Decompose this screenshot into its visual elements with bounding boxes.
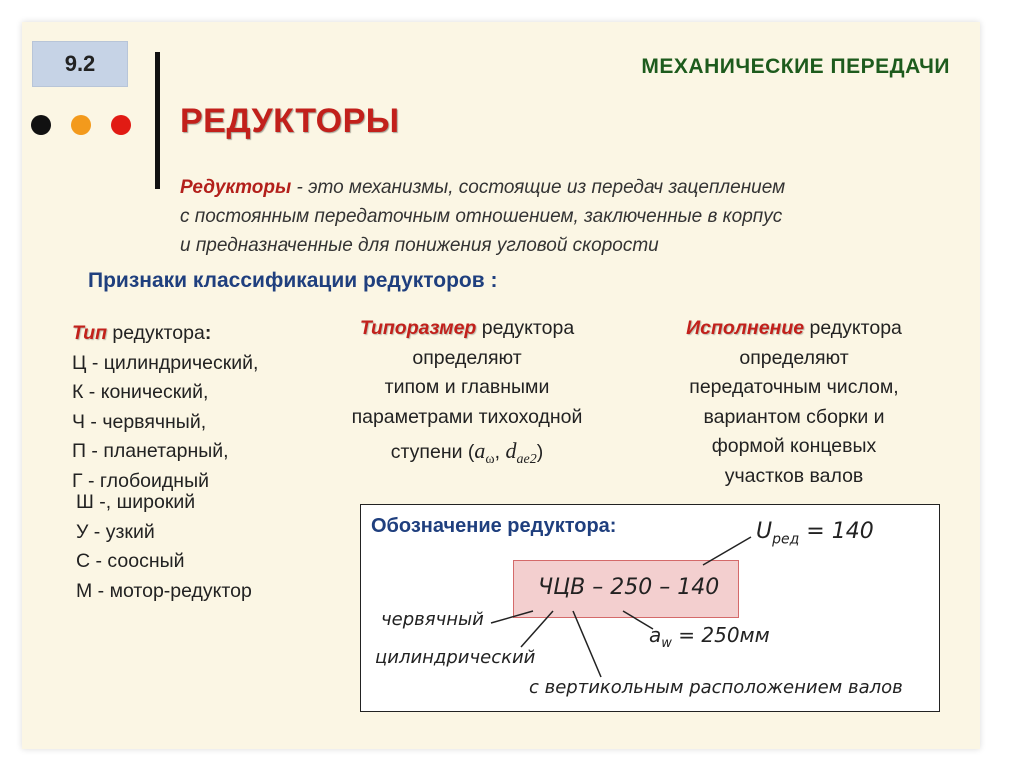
slide-number: 9.2 — [32, 41, 128, 87]
slide — [22, 22, 980, 749]
d-symbol: d — [505, 438, 517, 464]
exec-line: вариантом сборки и — [703, 405, 885, 428]
a-symbol: a — [474, 438, 486, 464]
type-heading — [72, 319, 258, 349]
exec-line: участков валов — [724, 464, 864, 487]
leader-line-worm — [491, 611, 533, 623]
d-subscript: ae2 — [516, 452, 537, 468]
exec-heading — [644, 314, 944, 344]
list-item: Г - глобоидный — [72, 469, 209, 492]
list-item: Ц - цилиндрический, — [72, 351, 259, 374]
list-item: Ш -, широкий — [76, 491, 196, 513]
u-subscript: ред — [772, 531, 800, 548]
leader-line-aw — [623, 611, 653, 629]
intro-line-1: - это механизмы, состоящие из передач зацеплением — [291, 177, 786, 198]
designation-title: Обозначение редуктора: — [371, 515, 617, 537]
intro-line-3: и предназначенные для понижения угловой скорости — [180, 235, 659, 256]
aw-symbol: a — [649, 623, 662, 647]
exec-heading-rest: редуктора — [804, 317, 902, 339]
exec-line: определяют — [739, 346, 849, 369]
size-line-params — [312, 436, 622, 474]
aw-value: = 250мм — [671, 623, 770, 647]
type-heading-rest: редуктора — [107, 322, 205, 344]
designation-leader-lines — [361, 505, 939, 711]
classification-title: Признаки классификации редукторов : — [88, 269, 498, 292]
type-column — [72, 319, 258, 497]
dot-red — [111, 115, 131, 135]
size-close: ) — [536, 441, 544, 464]
intro-term: Редукторы — [180, 177, 292, 198]
type-heading-colon: : — [204, 322, 212, 344]
designation-box — [360, 504, 940, 712]
cylindrical-label: цилиндрический — [375, 647, 536, 668]
size-column — [312, 314, 622, 475]
list-item: У - узкий — [76, 520, 155, 543]
worm-label: червячный — [381, 609, 484, 630]
type-column-extra — [76, 488, 252, 606]
exec-line: формой концевых — [711, 435, 877, 458]
leader-line-u — [703, 537, 751, 565]
size-line: типом и главными — [384, 376, 550, 399]
vertical-divider — [155, 52, 160, 189]
dot-orange — [71, 115, 91, 135]
list-item: П - планетарный, — [72, 440, 229, 463]
exec-column — [644, 314, 944, 492]
list-item: К - конический, — [72, 381, 209, 404]
vertical-label: с вертикольным расположением валов — [529, 677, 903, 698]
aw-subscript: w — [661, 636, 672, 651]
u-symbol: U — [756, 519, 773, 544]
list-item: М - мотор-редуктор — [76, 579, 252, 602]
a-subscript: ω — [485, 452, 495, 468]
page-title: РЕДУКТОРЫ — [180, 102, 400, 140]
size-heading-rest: редуктора — [476, 317, 575, 339]
type-term: Тип — [72, 322, 107, 344]
size-heading — [312, 314, 622, 344]
list-item: С - соосный — [76, 550, 185, 573]
size-sep: , — [494, 441, 506, 464]
size-term: Типоразмер — [359, 317, 477, 339]
intro-line-2: с постоянным передаточным отношением, заключенные в корпус — [180, 206, 783, 227]
designation-code: ЧЦВ – 250 – 140 — [538, 575, 720, 600]
exec-line: передаточным числом, — [689, 376, 899, 399]
list-item: Ч - червячный, — [72, 410, 207, 433]
leader-line-cyl — [521, 611, 553, 647]
intro-paragraph — [180, 173, 970, 260]
dot-black — [31, 115, 51, 135]
section-header: МЕХАНИЧЕСКИЕ ПЕРЕДАЧИ — [641, 55, 950, 78]
leader-line-vertical — [573, 611, 601, 677]
size-last-prefix: ступени ( — [390, 441, 475, 464]
size-line: определяют — [412, 346, 522, 369]
size-line: параметрами тихоходной — [351, 405, 583, 428]
exec-term: Исполнение — [686, 317, 805, 339]
u-value: = 140 — [799, 519, 874, 544]
